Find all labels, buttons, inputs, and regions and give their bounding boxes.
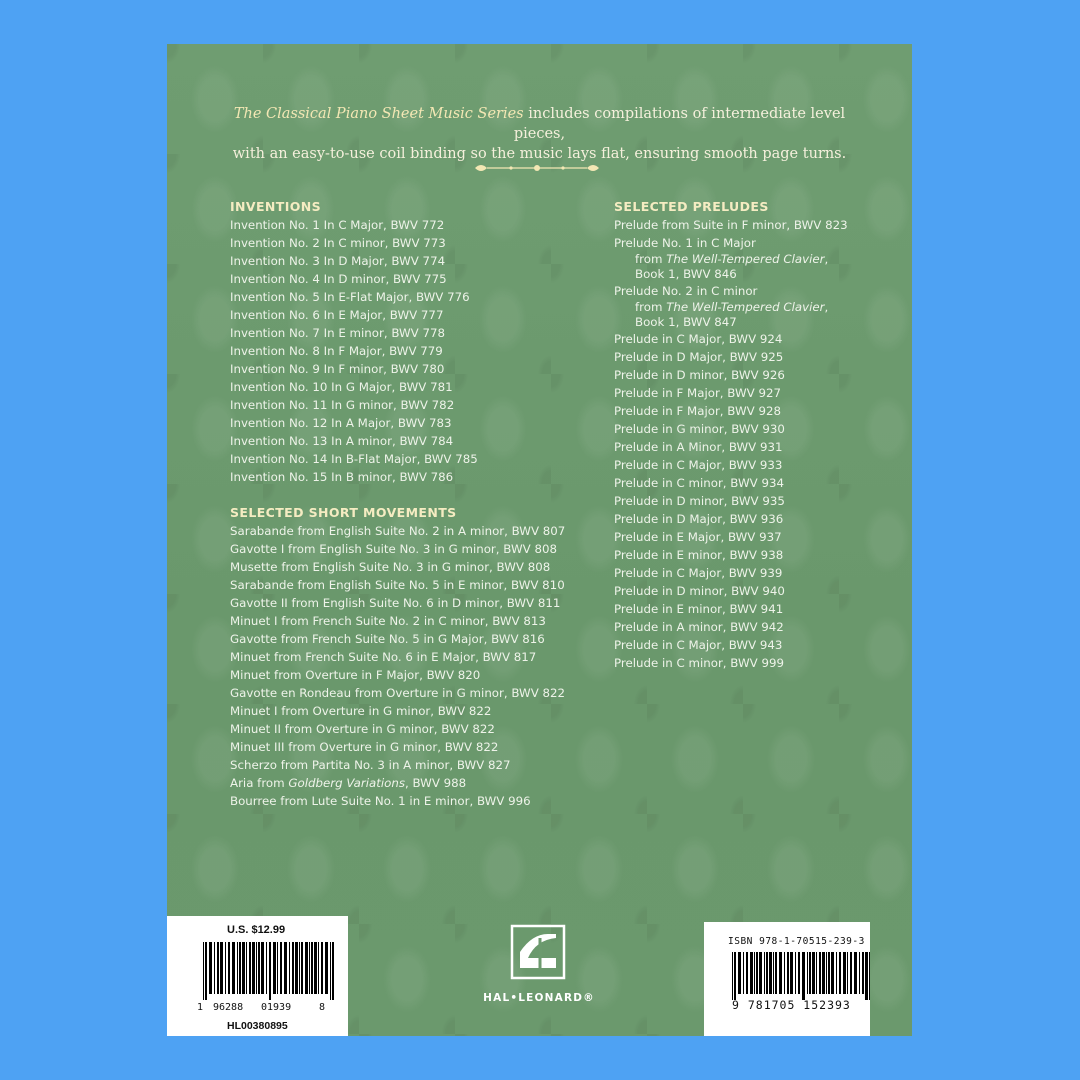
series-name: The Classical Piano Sheet Music Series — [233, 106, 524, 122]
prelude-item: Prelude in D Major, BWV 925 — [614, 350, 784, 364]
upc-digit-last: 8 — [319, 1002, 326, 1013]
prelude-item: Prelude in C minor, BWV 934 — [614, 476, 784, 490]
prelude-item: Prelude in C Major, BWV 933 — [614, 458, 783, 472]
prelude-item: Prelude in F Major, BWV 928 — [614, 404, 781, 418]
invention-item: Invention No. 11 In G minor, BWV 782 — [230, 398, 455, 412]
list-item-prelude-suite: Prelude from Suite in F minor, BWV 823 — [614, 218, 848, 232]
prelude-item: Prelude in E minor, BWV 941 — [614, 602, 784, 616]
short-movement-item: Gavotte en Rondeau from Overture in G minor, BWV 822 — [230, 686, 566, 700]
short-movement-item: Minuet I from Overture in G minor, BWV 822 — [230, 704, 492, 718]
prelude-item: Prelude in A minor, BWV 942 — [614, 620, 784, 634]
price-text: U.S. $12.99 — [227, 924, 286, 936]
invention-item: Invention No. 9 In F minor, BWV 780 — [230, 362, 445, 376]
short-movement-item: Gavotte II from English Suite No. 6 in D minor, BWV 811 — [230, 596, 561, 610]
invention-item: Invention No. 6 In E Major, BWV 777 — [230, 308, 444, 322]
list-item-prelude-wtc-1 — [614, 234, 904, 282]
series-description — [207, 104, 872, 164]
prelude-item: Prelude in A Minor, BWV 931 — [614, 440, 783, 454]
short-movement-item: Minuet from Overture in F Major, BWV 820 — [230, 668, 481, 682]
invention-item: Invention No. 12 In A Major, BWV 783 — [230, 416, 452, 430]
prelude-item: Prelude in E Major, BWV 937 — [614, 530, 782, 544]
product-code: HL00380895 — [227, 1020, 288, 1032]
prelude-item: Prelude in C Major, BWV 943 — [614, 638, 783, 652]
short-movement-item: Gavotte I from English Suite No. 3 in G minor, BWV 808 — [230, 542, 557, 556]
wtc2-comma: , — [824, 300, 829, 314]
upc-barcode-label — [167, 916, 348, 1036]
invention-item: Invention No. 4 In D minor, BWV 775 — [230, 272, 447, 286]
inventions-list — [230, 216, 580, 486]
prelude-item: Prelude in C Major, BWV 939 — [614, 566, 783, 580]
short-movement-item: Scherzo from Partita No. 3 in A minor, BWV 827 — [230, 758, 511, 772]
short-movement-item: Minuet I from French Suite No. 2 in C minor, BWV 813 — [230, 614, 546, 628]
wtc1-line2 — [614, 252, 904, 267]
wtc2-line3: Book 1, BWV 847 — [635, 315, 737, 329]
wtc2-line2 — [614, 300, 904, 315]
preludes-heading: SELECTED PRELUDES — [614, 199, 769, 214]
short-movement-item: Minuet III from Overture in G minor, BWV 822 — [230, 740, 499, 754]
intro-line-1-text: includes compilations of intermediate level pieces, — [513, 106, 846, 142]
hal-leonard-logo — [464, 924, 614, 1024]
inventions-heading: INVENTIONS — [230, 199, 322, 214]
left-column — [230, 198, 580, 810]
prelude-item: Prelude in F Major, BWV 927 — [614, 386, 781, 400]
invention-item: Invention No. 8 In F Major, BWV 779 — [230, 344, 443, 358]
upc-digit-first: 1 — [197, 1002, 204, 1013]
hal-leonard-logo-icon — [510, 924, 566, 980]
wtc1-title: The Well-Tempered Clavier — [666, 252, 825, 266]
intro-line-2: with an easy-to-use coil binding so the music lays flat, ensuring smooth page turns. — [232, 146, 847, 162]
wtc2-title: The Well-Tempered Clavier — [666, 300, 825, 314]
upc-barcode-icon — [203, 942, 336, 1000]
isbn-barcode-icon — [732, 952, 871, 1000]
invention-item: Invention No. 10 In G Major, BWV 781 — [230, 380, 453, 394]
list-item-prelude-wtc-2 — [614, 282, 904, 330]
short-movement-item: Minuet from French Suite No. 6 in E Major, BWV 817 — [230, 650, 537, 664]
isbn-text: ISBN 978-1-70515-239-3 — [728, 936, 865, 947]
invention-item: Invention No. 15 In B minor, BWV 786 — [230, 470, 454, 484]
aria-prefix: Aria from — [230, 776, 289, 790]
wtc2-line1: Prelude No. 2 in C minor — [614, 284, 758, 298]
prelude-item: Prelude in D minor, BWV 926 — [614, 368, 785, 382]
prelude-item: Prelude in C minor, BWV 999 — [614, 656, 784, 670]
wtc1-line3: Book 1, BWV 846 — [635, 267, 737, 281]
prelude-item: Prelude in E minor, BWV 938 — [614, 548, 784, 562]
aria-suffix: , BWV 988 — [405, 776, 467, 790]
wtc1-from: from — [635, 252, 667, 266]
short-movement-item: Sarabande from English Suite No. 2 in A minor, BWV 807 — [230, 524, 566, 538]
intro-line-1 — [207, 104, 872, 144]
invention-item: Invention No. 1 In C Major, BWV 772 — [230, 218, 445, 232]
invention-item: Invention No. 5 In E-Flat Major, BWV 776 — [230, 290, 470, 304]
decorative-divider-icon — [471, 161, 603, 175]
short-movement-item: Sarabande from English Suite No. 5 in E minor, BWV 810 — [230, 578, 565, 592]
short-movements-list — [230, 522, 580, 774]
prelude-item: Prelude in G minor, BWV 930 — [614, 422, 785, 436]
wtc2-from: from — [635, 300, 667, 314]
prelude-item: Prelude in D Major, BWV 936 — [614, 512, 784, 526]
prelude-item: Prelude in C Major, BWV 924 — [614, 332, 783, 346]
prelude-item: Prelude in D minor, BWV 935 — [614, 494, 785, 508]
invention-item: Invention No. 2 In C minor, BWV 773 — [230, 236, 446, 250]
list-item-bourree: Bourree from Lute Suite No. 1 in E minor, BWV 996 — [230, 794, 531, 808]
hal-leonard-wordmark: HAL•LEONARD® — [483, 992, 595, 1004]
isbn-barcode-digits: 9 781705 152393 — [732, 998, 851, 1012]
short-movement-item: Minuet II from Overture in G minor, BWV 822 — [230, 722, 495, 736]
invention-item: Invention No. 14 In B-Flat Major, BWV 785 — [230, 452, 478, 466]
upc-digits-group-2: 01939 — [261, 1002, 292, 1013]
aria-title: Goldberg Variations — [288, 776, 405, 790]
wtc1-line1: Prelude No. 1 in C Major — [614, 236, 756, 250]
short-movements-heading: SELECTED SHORT MOVEMENTS — [230, 505, 457, 520]
invention-item: Invention No. 7 In E minor, BWV 778 — [230, 326, 446, 340]
isbn-barcode-label — [704, 922, 870, 1036]
upc-digits-group-1: 96288 — [213, 1002, 244, 1013]
book-back-cover — [167, 44, 912, 1036]
list-item-aria — [230, 774, 580, 792]
invention-item: Invention No. 3 In D Major, BWV 774 — [230, 254, 446, 268]
right-column — [614, 198, 904, 672]
short-movement-item: Musette from English Suite No. 3 in G minor, BWV 808 — [230, 560, 551, 574]
prelude-item: Prelude in D minor, BWV 940 — [614, 584, 785, 598]
preludes-list — [614, 330, 904, 672]
invention-item: Invention No. 13 In A minor, BWV 784 — [230, 434, 454, 448]
wtc1-comma: , — [824, 252, 829, 266]
short-movement-item: Gavotte from French Suite No. 5 in G Major, BWV 816 — [230, 632, 545, 646]
